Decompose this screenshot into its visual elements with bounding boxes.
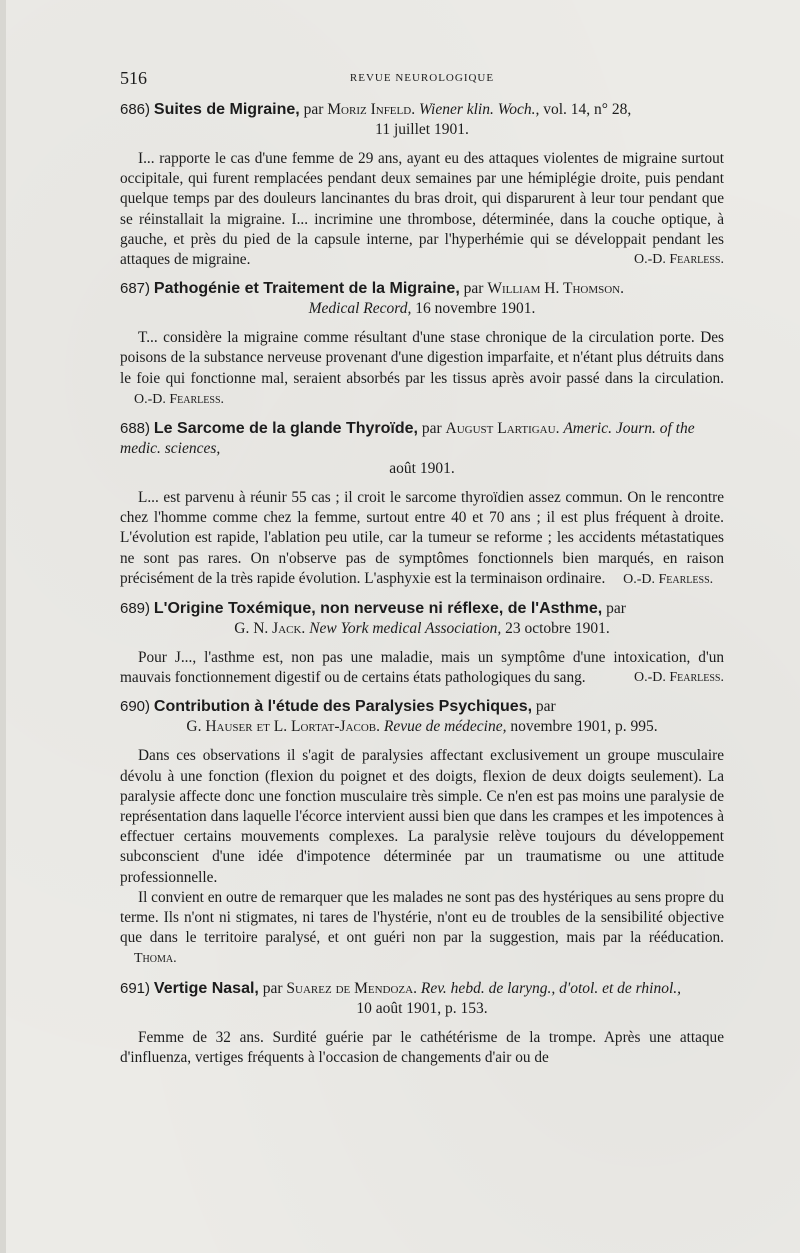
by-word: par — [421, 420, 442, 438]
article-source: Rev. hebd. de laryng., d'otol. et de rhinol., — [420, 979, 682, 997]
article-title: Suites de Migraine, — [153, 101, 300, 118]
article-paragraph — [120, 648, 724, 688]
paragraph-text: Il convient en outre de remarquer que les malades ne sont pas des hystériques au sens propre du terme. Ils n'ont ni stigmates, ni tares de l'hystérie, n'ont eu de troubles de la sensibilité objective que dans le territoire paralysé, et ont guéri non par la suggestion, mais par la rééducation. — [120, 888, 724, 947]
signature: Thoma. — [134, 951, 177, 967]
article-source-line — [120, 717, 724, 737]
article-690 — [120, 697, 724, 969]
article-heading — [120, 279, 724, 299]
article-number: 688) — [120, 420, 151, 438]
article-date-line — [120, 120, 724, 140]
article-author: G. N. Jack. — [234, 620, 306, 638]
article-date: 10 août 1901, p. 153. — [356, 999, 488, 1017]
article-number: 689) — [120, 600, 151, 618]
article-heading — [120, 100, 724, 120]
article-paragraph — [120, 888, 724, 970]
article-title: L'Origine Toxémique, non nerveuse ni réflexe, de l'Asthme, — [153, 600, 603, 618]
text-column — [120, 68, 724, 1077]
article-author: Moriz Infeld. — [327, 101, 416, 118]
paragraph-text: Dans ces observations il s'agit de paralysies affectant exclusivement un groupe musculaire dévolu à une fonction (flexion du poignet et des doigts, flexion de deux doigts seulement). La paralysie affecte donc une fonction musculaire très simple. Ce n'en est pas moins une paralysie de représentation dans laquelle l'écorce intervient aussi bien que dans les crampes et les impotences à effectuer certains mouvements complexes. La paralysie relève toujours du développement subconscient d'une idée d'impotence déterminée par un traumatisme ou une attitude professionnelle. — [120, 747, 724, 886]
article-687 — [120, 279, 724, 410]
article-source: Medical Record, — [308, 300, 412, 318]
article-source-line — [120, 299, 724, 319]
signature: O.-D. Fearless. — [134, 391, 225, 407]
article-author: August Lartigau. — [445, 420, 560, 438]
article-source-line — [120, 619, 724, 639]
article-details: vol. 14, n° 28, — [543, 101, 632, 118]
by-word: par — [303, 101, 324, 118]
article-paragraph — [120, 149, 724, 270]
article-number: 690) — [120, 698, 151, 716]
article-686 — [120, 100, 724, 270]
page-number: 516 — [120, 68, 147, 88]
article-paragraph — [120, 488, 724, 590]
signature: O.-D. Fearless. — [623, 571, 714, 587]
article-paragraph — [120, 746, 724, 887]
page-header — [120, 68, 724, 90]
signature: O.-D. Fearless. — [633, 670, 724, 686]
article-date: 23 octobre 1901. — [505, 620, 610, 638]
paragraph-text: T... considère la migraine comme résultant d'une stase chronique de la circulation porte. Des poisons de la substance nerveuse provenant d'une digestion imparfaite, et n'étant plus détruits dans le foie qui fonctionne mal, seraient absorbés par les tissus après avoir passé dans la circulation. — [120, 329, 724, 387]
paragraph-text: L... est parvenu à réunir 55 cas ; il croit le sarcome thyroïdien assez commun. On le rencontre chez l'homme comme chez la femme, surtout entre 40 et 70 ans ; il est plus fréquent à droite. L'évolution est rapide, l'ablation peu utile, car la tumeur se reforme ; les accidents métastatiques ne sont pas rares. On n'observe pas de symptômes fonctionnels bien marqués, en raison précisément de la très rapide évolution. L'asphyxie est la terminaison ordinaire. — [120, 489, 724, 587]
by-word: par — [606, 600, 626, 618]
article-date-line — [120, 459, 724, 479]
article-paragraph — [120, 1028, 724, 1068]
article-author: Suarez de Mendoza. — [286, 979, 417, 997]
by-word: par — [535, 698, 556, 716]
article-688 — [120, 419, 724, 590]
paragraph-text: Pour J..., l'asthme est, non pas une maladie, mais un symptôme d'une intoxication, d'un mauvais fonctionnement digestif ou de certains états pathologiques du sang. — [120, 649, 724, 687]
article-date: novembre 1901, p. 995. — [510, 718, 658, 736]
article-heading — [120, 697, 724, 717]
article-source: Wiener klin. Woch., — [418, 101, 540, 118]
article-heading — [120, 419, 724, 459]
article-689 — [120, 599, 724, 688]
article-heading — [120, 599, 724, 619]
article-date: août 1901. — [389, 460, 455, 478]
paragraph-text: I... rapporte le cas d'une femme de 29 ans, ayant eu des attaques violentes de migraine surtout occipitale, qui furent remplacées pendant deux semaines par une hémiplégie droite, puis pendant quelque temps par des douleurs lancinantes du bras droit, qui disparurent à leur tour pendant que se réinstallait la migraine. I... incrimine une thrombose, déterminée, dans la couche optique, à gauche, et près du pied de la capsule interne, par l'hyperhémie qui se développait pendant les attaques de migraine. — [120, 150, 724, 269]
article-number: 686) — [120, 101, 151, 118]
by-word: par — [463, 280, 484, 298]
article-691 — [120, 979, 724, 1068]
article-paragraph — [120, 328, 724, 410]
paragraph-text: Femme de 32 ans. Surdité guérie par le cathétérisme de la trompe. Après une attaque d'influenza, vertiges fréquents à l'occasion de changements d'air ou de — [120, 1028, 724, 1066]
article-title: Vertige Nasal, — [153, 979, 259, 997]
running-head: REVUE NEUROLOGIQUE — [349, 72, 495, 84]
signature: O.-D. Fearless. — [633, 252, 724, 268]
article-title: Pathogénie et Traitement de la Migraine, — [153, 280, 460, 298]
article-heading — [120, 979, 724, 999]
article-source: Americ. Journ. of the medic. sciences, — [120, 420, 695, 458]
article-author: G. Hauser et L. Lortat-Jacob. — [186, 718, 380, 736]
article-date-line — [120, 999, 724, 1019]
article-title: Contribution à l'étude des Paralysies Psychiques, — [153, 698, 533, 716]
article-date: 16 novembre 1901. — [415, 300, 536, 318]
article-author: William H. Thomson. — [487, 280, 624, 298]
by-word: par — [262, 979, 283, 997]
article-source: New York medical Association, — [309, 620, 502, 638]
article-number: 691) — [120, 979, 151, 997]
article-source: Revue de médecine, — [383, 718, 507, 736]
article-date: 11 juillet 1901. — [375, 121, 469, 138]
article-title: Le Sarcome de la glande Thyroïde, — [153, 420, 418, 438]
article-number: 687) — [120, 280, 151, 298]
